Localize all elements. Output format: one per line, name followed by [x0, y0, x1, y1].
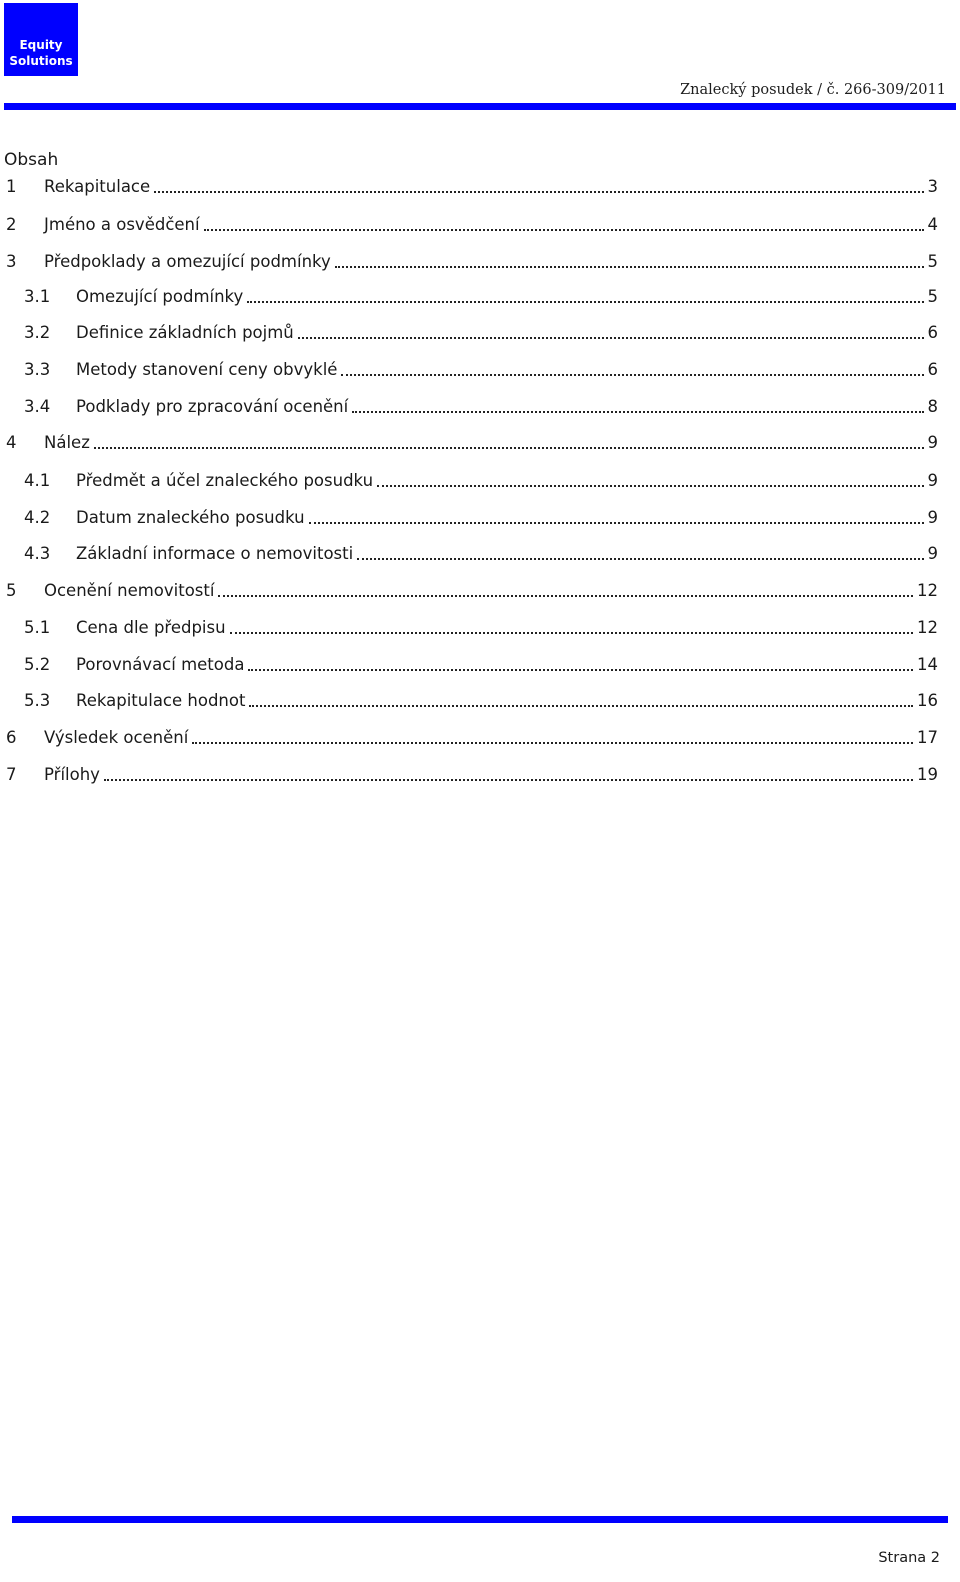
- toc-entry-page: 9: [927, 471, 938, 490]
- dot-leader: [247, 301, 923, 303]
- footer-divider: [12, 1516, 948, 1523]
- toc-entry-number: 3.3: [24, 360, 51, 379]
- page-number: Strana 2: [878, 1550, 940, 1566]
- toc-entry-page: 12: [917, 618, 938, 637]
- toc-entry[interactable]: [0, 760, 938, 786]
- toc-entry-number: 4.2: [24, 508, 51, 527]
- toc-entry-page: 4: [927, 215, 938, 234]
- toc-entry[interactable]: [0, 428, 938, 454]
- toc-entry-page: 6: [927, 323, 938, 342]
- dot-leader: [357, 558, 923, 560]
- toc-entry-number: 3: [6, 252, 17, 271]
- toc-entry-number: 5: [6, 581, 17, 600]
- toc-entry-label: Základní informace o nemovitosti: [76, 544, 354, 563]
- dot-leader: [335, 266, 924, 268]
- toc-entry-page: 5: [927, 287, 938, 306]
- dot-leader: [218, 595, 913, 597]
- toc-entry-label: Výsledek ocenění: [44, 728, 189, 747]
- toc-entry-label: Předpoklady a omezující podmínky: [44, 252, 331, 271]
- toc-entry-number: 5.3: [24, 691, 51, 710]
- logo-line-1: Equity: [19, 38, 63, 52]
- toc-entry-label: Definice základních pojmů: [76, 323, 294, 342]
- toc-entry[interactable]: [0, 539, 938, 565]
- toc-entry-label: Cena dle předpisu: [76, 618, 226, 637]
- toc-entry-label: Datum znaleckého posudku: [76, 508, 305, 527]
- dot-leader: [249, 705, 913, 707]
- dot-leader: [298, 337, 924, 339]
- toc-entry-page: 17: [917, 728, 938, 747]
- dot-leader: [309, 522, 924, 524]
- toc-entry[interactable]: [0, 392, 938, 418]
- toc-entry-page: 16: [917, 691, 938, 710]
- toc-entry-number: 3.1: [24, 287, 51, 306]
- toc-entry[interactable]: [0, 210, 938, 236]
- dot-leader: [248, 669, 913, 671]
- toc-entry-label: Podklady pro zpracování ocenění: [76, 397, 349, 416]
- toc-entry-page: 9: [927, 508, 938, 527]
- toc-entry-page: 3: [927, 177, 938, 196]
- toc-entry-label: Nález: [44, 433, 90, 452]
- header-divider: [4, 103, 956, 110]
- toc-entry[interactable]: [0, 576, 938, 602]
- toc-entry[interactable]: [0, 650, 938, 676]
- dot-leader: [230, 632, 913, 634]
- dot-leader: [352, 411, 923, 413]
- dot-leader: [341, 374, 923, 376]
- toc-entry-page: 14: [917, 655, 938, 674]
- toc-entry-page: 6: [927, 360, 938, 379]
- dot-leader: [192, 742, 913, 744]
- toc-entry[interactable]: [0, 355, 938, 381]
- toc-entry[interactable]: [0, 466, 938, 492]
- company-logo: [4, 3, 78, 76]
- toc-entry-label: Rekapitulace hodnot: [76, 691, 246, 710]
- toc-entry[interactable]: [0, 686, 938, 712]
- toc-entry-label: Jméno a osvědčení: [44, 215, 200, 234]
- dot-leader: [377, 485, 923, 487]
- toc-entry-number: 5.2: [24, 655, 51, 674]
- logo-line-2: Solutions: [9, 54, 73, 68]
- toc-entry-label: Ocenění nemovitostí: [44, 581, 215, 600]
- toc-entry-number: 3.2: [24, 323, 51, 342]
- toc-entry[interactable]: [0, 282, 938, 308]
- dot-leader: [94, 447, 924, 449]
- dot-leader: [104, 779, 913, 781]
- toc-entry-label: Přílohy: [44, 765, 100, 784]
- toc-entry-number: 1: [6, 177, 17, 196]
- toc-entry-number: 5.1: [24, 618, 51, 637]
- toc-entry-number: 2: [6, 215, 17, 234]
- toc-entry[interactable]: [0, 723, 938, 749]
- toc-entry[interactable]: [0, 503, 938, 529]
- toc-entry[interactable]: [0, 247, 938, 273]
- toc-entry-page: 19: [917, 765, 938, 784]
- toc-title: Obsah: [4, 150, 59, 170]
- toc-entry-page: 12: [917, 581, 938, 600]
- toc-entry-label: Omezující podmínky: [76, 287, 244, 306]
- toc-entry-number: 4: [6, 433, 17, 452]
- toc-entry-number: 3.4: [24, 397, 51, 416]
- toc-entry-number: 4.1: [24, 471, 51, 490]
- document-reference: Znalecký posudek / č. 266-309/2011: [680, 82, 946, 98]
- toc-entry-number: 6: [6, 728, 17, 747]
- toc-entry-page: 8: [927, 397, 938, 416]
- toc-entry[interactable]: [0, 613, 938, 639]
- toc-entry-label: Porovnávací metoda: [76, 655, 245, 674]
- toc-entry-number: 7: [6, 765, 17, 784]
- toc-entry-label: Metody stanovení ceny obvyklé: [76, 360, 338, 379]
- toc-entry-label: Rekapitulace: [44, 177, 151, 196]
- toc-entry-page: 9: [927, 544, 938, 563]
- toc-entry[interactable]: [0, 318, 938, 344]
- dot-leader: [154, 191, 923, 193]
- toc-entry-number: 4.3: [24, 544, 51, 563]
- dot-leader: [204, 229, 924, 231]
- toc-entry-page: 9: [927, 433, 938, 452]
- toc-entry[interactable]: [0, 172, 938, 198]
- toc-entry-page: 5: [927, 252, 938, 271]
- toc-entry-label: Předmět a účel znaleckého posudku: [76, 471, 374, 490]
